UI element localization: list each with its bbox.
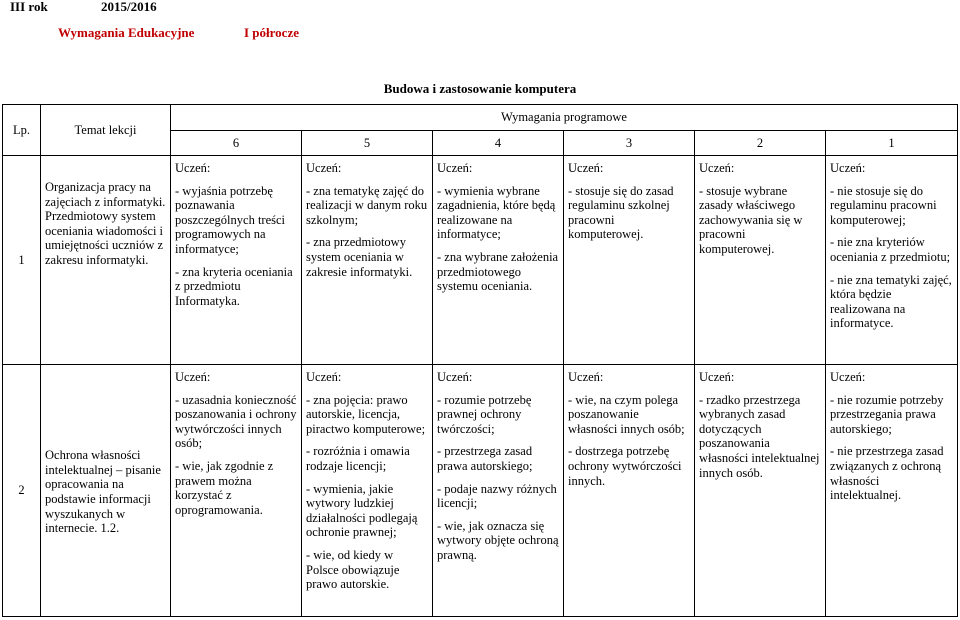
requirement-item: - zna wybrane założenia przedmiotowego systemu oceniania.: [437, 249, 559, 294]
header-topic: Temat lekcji: [41, 105, 171, 156]
requirement-item: - wie, jak oznacza się wytwory objęte ochroną prawną.: [437, 518, 559, 562]
requirement-item: - wymienia, jakie wytwory ludzkiej działalności podlegają ochronie prawnej;: [306, 481, 418, 540]
lesson-topic: Ochrona własności intelektualnej – pisanie opracowania na podstawie informacji wyszukanych w internecie. 1.2.: [45, 448, 161, 536]
student-label: Uczeń:: [568, 370, 604, 384]
requirement-item: - wie, od kiedy w Polsce obowiązuje prawo autorskie.: [306, 547, 400, 592]
requirement-item: - zna pojęcia: prawo autorskie, licencja, piractwo komputerowe;: [306, 392, 426, 436]
student-label: Uczeń:: [175, 161, 211, 175]
requirement-item: - nie stosuje się do regulaminu pracowni komputerowej;: [830, 183, 937, 227]
requirement-item: - przestrzega zasad prawa autorskiego;: [437, 444, 533, 473]
requirement-item: - podaje nazwy różnych licencji;: [437, 481, 557, 511]
topic-cell: [41, 156, 171, 365]
requirement-item: - uzasadnia konieczność poszanowania i ochrony wytwórczości innych osób;: [175, 392, 297, 451]
grade-1-requirements: [826, 156, 958, 365]
grade-6-requirements: [171, 156, 302, 365]
requirement-item: - nie zna tematyki zajęć, która będzie realizowana na informatyce.: [830, 272, 952, 331]
grade-2-requirements: [695, 156, 826, 365]
requirement-item: - wie, jak zgodnie z prawem można korzystać z oprogramowania.: [175, 458, 274, 517]
requirement-item: - stosuje wybrane zasady właściwego zachowywania się w pracowni komputerowej.: [699, 183, 803, 256]
student-label: Uczeń:: [830, 370, 866, 384]
student-label: Uczeń:: [306, 161, 342, 175]
requirements-table: [2, 104, 958, 617]
requirement-item: - stosuje się do zasad regulaminu szkolnej pracowni komputerowej.: [568, 183, 674, 242]
topic-cell: [41, 365, 171, 617]
student-label: Uczeń:: [699, 161, 735, 175]
grade-1: 1: [826, 131, 958, 156]
row-number: 2: [3, 365, 41, 617]
student-label: Uczeń:: [437, 370, 473, 384]
subject-title: Budowa i zastosowanie komputera: [383, 81, 577, 96]
student-label: Uczeń:: [568, 161, 604, 175]
requirement-item: - wie, na czym polega poszanowanie własności innych osób;: [568, 392, 685, 436]
table-row: [3, 365, 958, 617]
class-label: III rok: [10, 0, 48, 14]
grade-2-requirements: [695, 365, 826, 617]
grade-3: 3: [564, 131, 695, 156]
requirement-item: - zna kryteria oceniania z przedmiotu Informatyka.: [175, 264, 293, 308]
header-requirements: Wymagania programowe: [171, 105, 958, 131]
grade-6-requirements: [171, 365, 302, 617]
requirement-item: - zna tematykę zajęć do realizacji w danym roku szkolnym;: [306, 183, 428, 227]
requirement-item: - wymienia wybrane zagadnienia, które będą realizowane na informatyce;: [437, 183, 556, 242]
requirement-item: - rzadko przestrzega wybranych zasad dotyczących poszanowania własności intelektualnej innych osób.: [699, 392, 820, 480]
requirement-item: - dostrzega potrzebę ochrony wytwórczości innych.: [568, 444, 682, 488]
grade-2: 2: [695, 131, 826, 156]
grade-6: 6: [171, 131, 302, 156]
grade-3-requirements: [564, 365, 695, 617]
requirement-item: - rozumie potrzebę prawnej ochrony twórczości;: [437, 392, 532, 436]
grade-4: 4: [433, 131, 564, 156]
table-row: [3, 156, 958, 365]
requirement-item: - wyjaśnia potrzebę poznawania poszczególnych treści programowych na informatyce;: [175, 183, 286, 256]
student-label: Uczeń:: [437, 161, 473, 175]
requirement-item: - nie zna kryteriów oceniania z przedmiotu;: [830, 235, 951, 264]
grade-5: 5: [302, 131, 433, 156]
requirement-item: - nie rozumie potrzeby przestrzegania prawa autorskiego;: [830, 392, 944, 436]
row-number: 1: [3, 156, 41, 365]
requirement-item: - rozróżnia i omawia rodzaje licencji;: [306, 444, 410, 473]
requirements-title: Wymagania Edukacyjne: [58, 25, 195, 40]
grade-5-requirements: [302, 365, 433, 617]
header-lp: Lp.: [3, 105, 41, 156]
student-label: Uczeń:: [175, 370, 211, 384]
student-label: Uczeń:: [306, 370, 342, 384]
requirement-item: - nie przestrzega zasad związanych z ochroną własności intelektualnej.: [830, 444, 944, 503]
grade-5-requirements: [302, 156, 433, 365]
grade-1-requirements: [826, 365, 958, 617]
requirement-item: - zna przedmiotowy system oceniania w zakresie informatyki.: [306, 235, 413, 279]
school-year: 2015/2016: [101, 0, 157, 14]
student-label: Uczeń:: [830, 161, 866, 175]
grade-4-requirements: [433, 156, 564, 365]
grade-3-requirements: [564, 156, 695, 365]
lesson-topic: Organizacja pracy na zajęciach z informatyki. Przedmiotowy system oceniania wiadomości i umiejętności uczniów z zakresu informatyki.: [45, 180, 166, 267]
grade-4-requirements: [433, 365, 564, 617]
semester-label: I półrocze: [244, 25, 299, 40]
student-label: Uczeń:: [699, 370, 735, 384]
